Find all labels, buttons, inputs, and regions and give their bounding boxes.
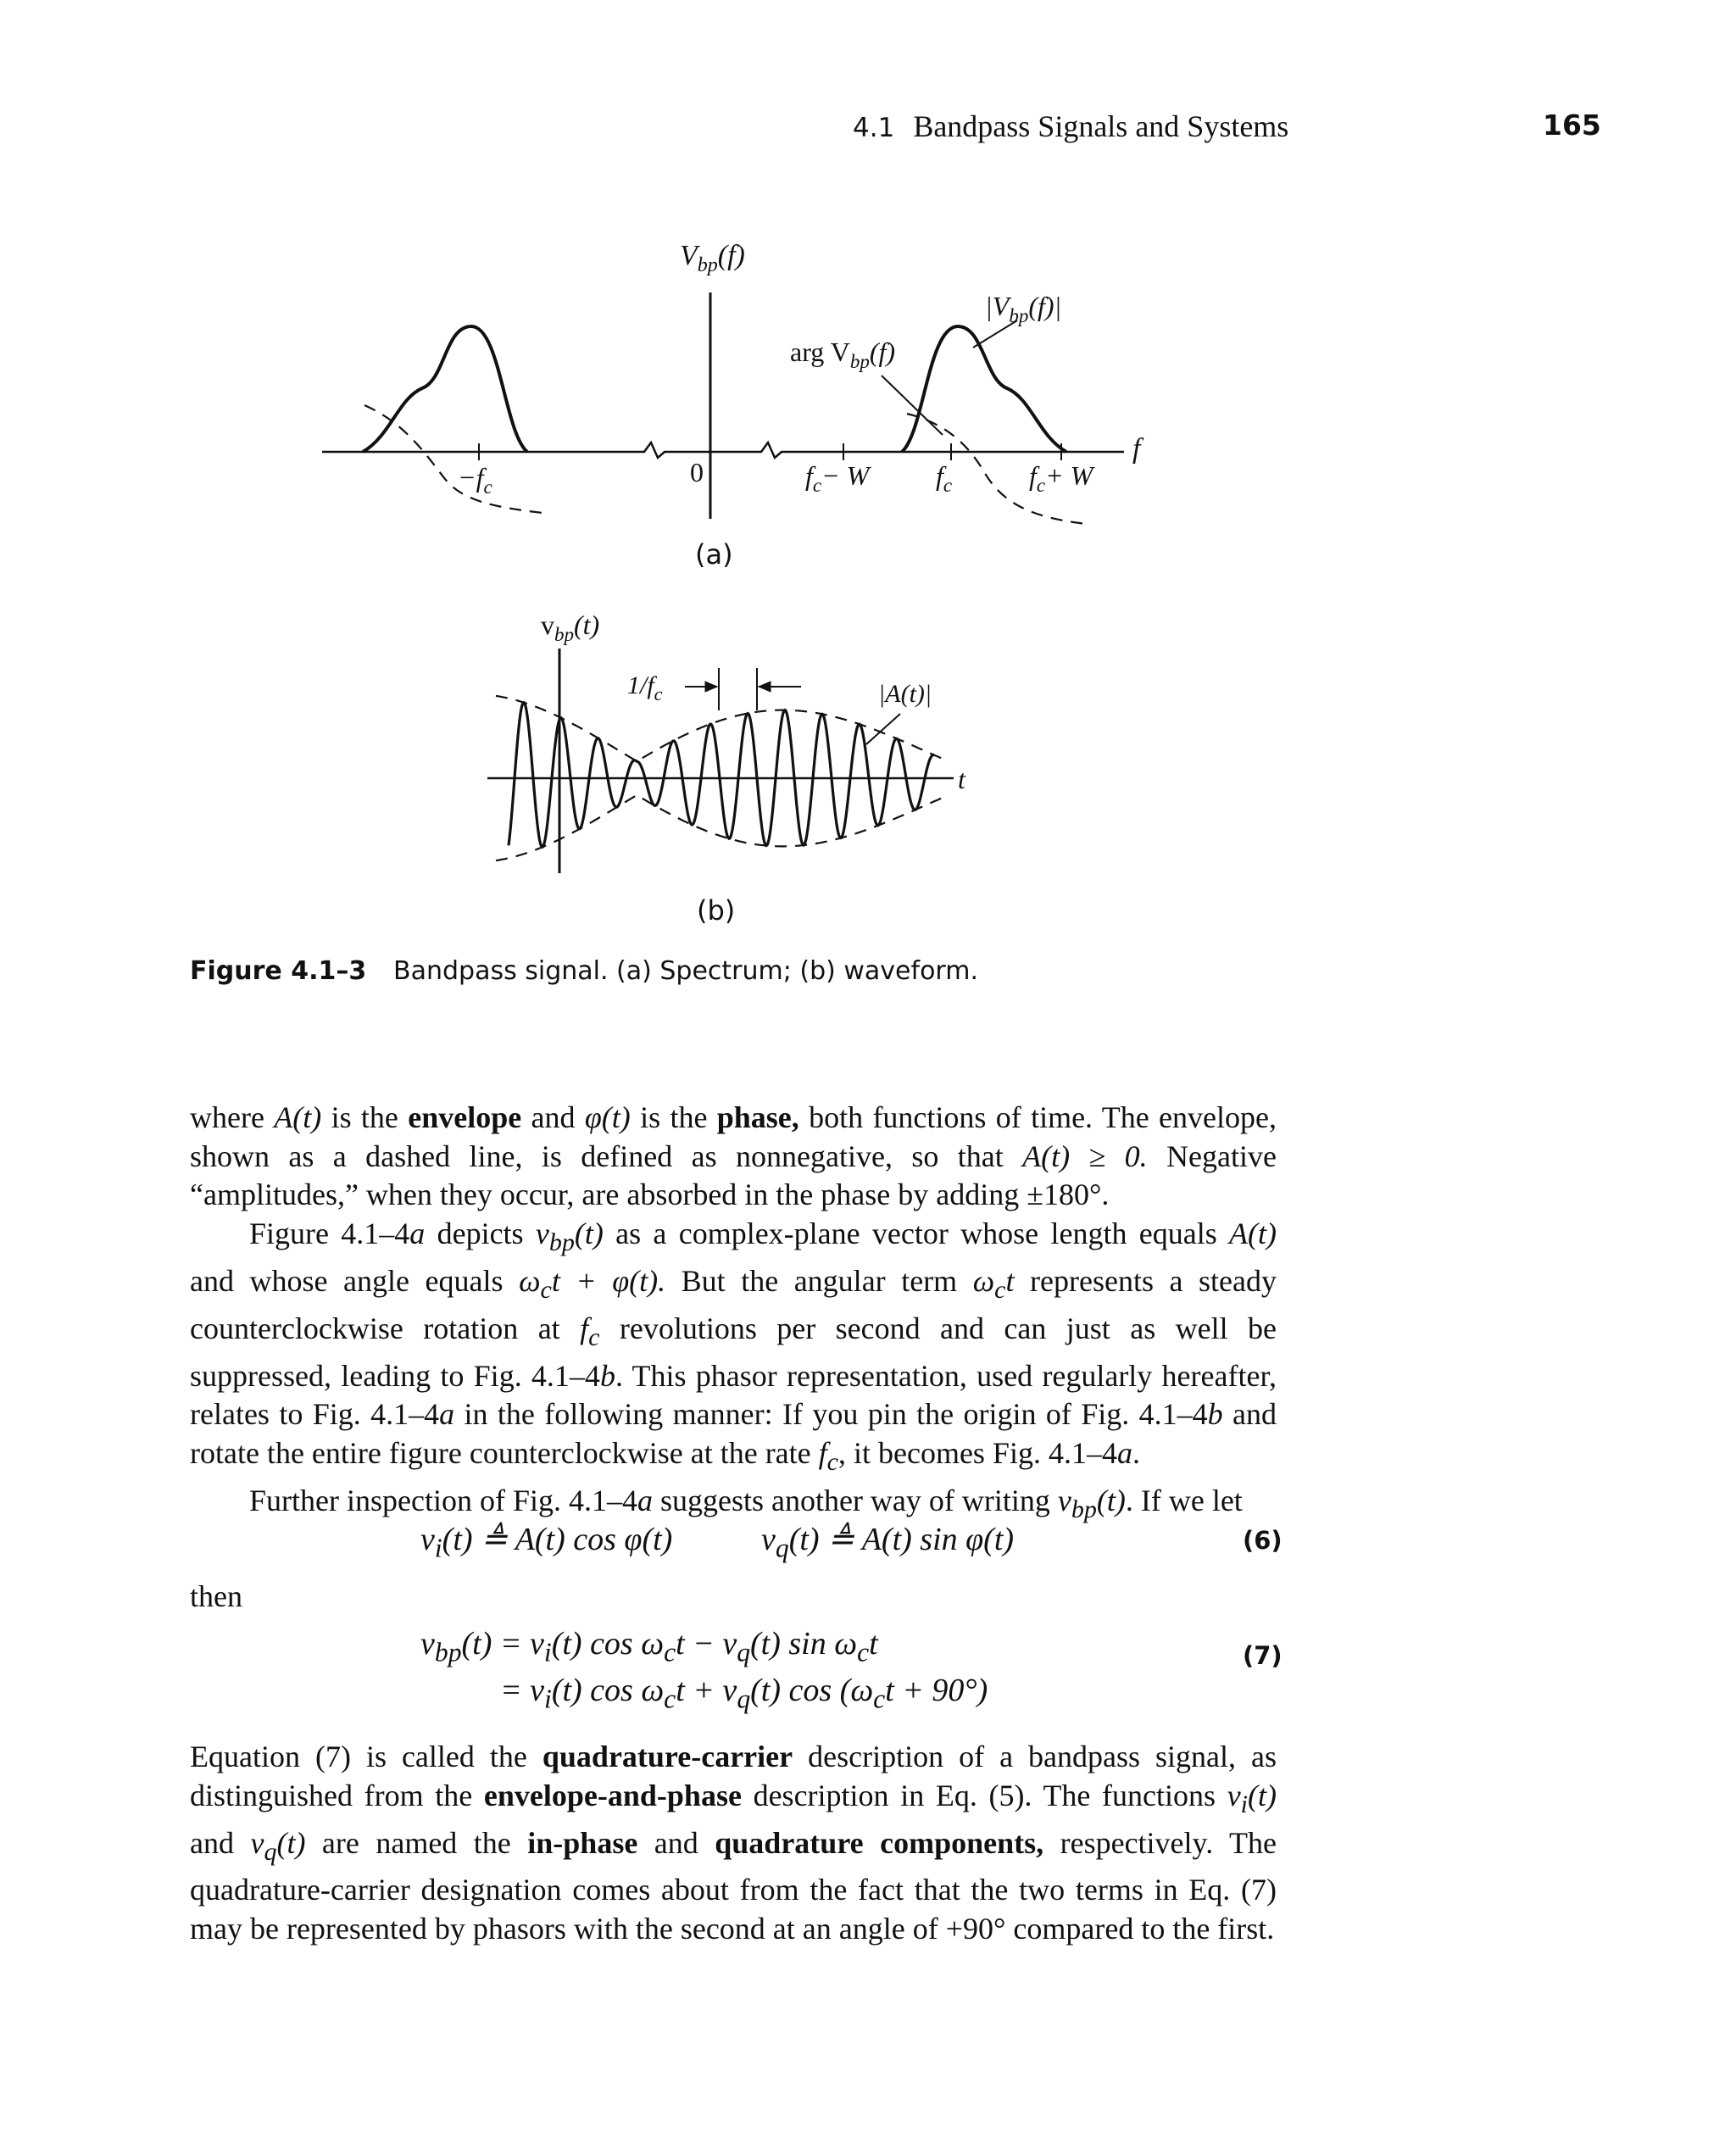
equation-7-line-1: $v_{bp}(t) = v_i(t)$ $\cos \omega_ct - v_q(t)$ $\sin \omega_ct$ (420, 1626, 878, 1667)
equation-6-vi: $v_i(t)$ ≜ A(t) cos φ(t) (420, 1522, 673, 1563)
period-arrow-left-head (705, 682, 717, 692)
spectrum-y-label: $V_{bp}(f)$ (680, 240, 745, 276)
magnitude-left-hump (363, 326, 527, 452)
figure-caption-label: Figure 4.1–3 (190, 956, 367, 986)
equation-6-vq: $v_q(t)$ ≜ A(t) sin φ(t) (761, 1522, 1015, 1563)
period-label: $1/f_c$ (627, 671, 663, 704)
spectrum-panel (322, 292, 1124, 524)
waveform-x-axis-label: t (958, 764, 965, 794)
spectrum-x-axis-label: f (1132, 433, 1141, 465)
arg-leader-line (882, 376, 943, 435)
tick-label-fc: $f_c$ (936, 460, 953, 496)
then-word: then (190, 1579, 242, 1613)
term-in-phase: in-phase (527, 1825, 638, 1860)
equation-6-number: (6) (1243, 1526, 1283, 1555)
equation-7-line-2: = $v_i(t)$ $\cos \omega_ct + v_q(t)$ $\cos (\omega_ct + 90^\circ)$ (500, 1673, 988, 1714)
term-phase: phase, (716, 1100, 799, 1134)
term-quadrature-components: quadrature components, (715, 1825, 1044, 1860)
period-arrow-right-head (759, 682, 771, 692)
figure-caption (190, 956, 978, 986)
body-paragraphs (190, 1099, 1277, 1529)
paragraph-phasor: Figure 4.1–4a depicts $v_{bp}(t)$ as a complex-plane vector whose length equals A(t) and whose angle equals $\omega_ct + \varphi(t)$. But the angular term $\omega_ct$ represents a steady counterclockwise rotation at $f_c$ revolutions per second and can just as well be suppressed, leading to Fig. 4.1–4b. This phasor representation, used regularly hereafter, relates to Fig. 4.1–4a in the following manner: If you pin the origin of Fig. 4.1–4b and rotate the entire figure counterclockwise at the rate $f_c$, it becomes Fig. 4.1–4a. (190, 1216, 1277, 1477)
paragraph-quadrature-carrier: Equation (7) is called the quadrature-carrier description of a bandpass signal, as distinguished from the envelope-and-phase description in Eq. (5). The functions $v_i(t)$ and $v_q(t)$ are named the in-phase and quadrature components, respectively. The quadrature-carrier designation comes about from the fact that the two terms in Eq. (7) may be represented by phasors with the second at an angle of +90° compared to the first. (190, 1740, 1277, 1946)
tick-label-zero: 0 (690, 457, 704, 487)
tick-label-fc-minus-w: $f_c- W$ (805, 460, 870, 496)
page-number: 165 (1543, 109, 1601, 142)
section-number: 4.1 (853, 113, 895, 143)
magnitude-right-hump (902, 326, 1066, 452)
arg-label: arg $V_{bp}(f)$ (790, 337, 896, 372)
term-quadrature-carrier: quadrature-carrier (542, 1740, 793, 1773)
paragraph-further-inspection: Further inspection of Fig. 4.1–4a suggests another way of writing $v_{bp}(t)$. If we let (249, 1484, 1243, 1524)
envelope-label: |A(t)| (878, 680, 932, 708)
spectrum-frequency-axis (322, 443, 1124, 458)
panel-label-b: (b) (697, 894, 736, 927)
figure-caption-text: Bandpass signal. (a) Spectrum; (b) waveform. (393, 956, 978, 986)
section-title: Bandpass Signals and Systems (913, 109, 1289, 143)
waveform-y-label: $v_{bp}(t)$ (541, 610, 600, 645)
panel-label-a: (a) (695, 538, 733, 571)
phase-left-dashed (364, 405, 542, 513)
equation-7-number: (7) (1243, 1641, 1283, 1670)
tick-label-neg-fc: $-f_c$ (458, 462, 492, 498)
magnitude-label: $|V_{bp}(f)|$ (985, 291, 1062, 326)
figure-4-1-3 (0, 0, 1736, 941)
tick-label-fc-plus-w: $f_c+ W$ (1029, 460, 1093, 496)
term-envelope-and-phase: envelope-and-phase (483, 1778, 742, 1812)
paragraph-envelope-definition: where A(t) is the envelope and φ(t) is the phase, both functions of time. The envelope, shown as a dashed line, is defined as nonnegative, so that A(t) ≥ 0. Negative “amplitudes,” when they occur, are absorbed in the phase by adding ±180°. (190, 1100, 1277, 1212)
term-envelope: envelope (408, 1100, 522, 1134)
